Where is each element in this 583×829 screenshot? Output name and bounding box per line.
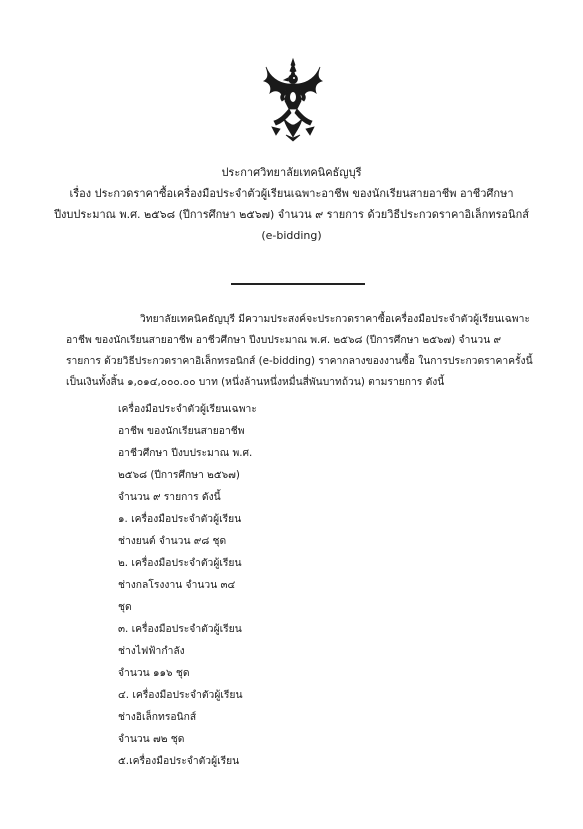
subject-line-2: ปีงบประมาณ พ.ศ. ๒๕๖๘ (ปีการศึกษา ๒๕๖๗) จำนวน ๙ รายการ ด้วยวิธีประกวดราคาอิเล็กทรอนิกส์ bbox=[54, 208, 529, 221]
list-item: ช่างกลโรงงาน จำนวน ๓๔ bbox=[118, 579, 236, 591]
list-item: ช่างยนต์ จำนวน ๙๘ ชุด bbox=[118, 535, 227, 547]
list-item: อาชีพ ของนักเรียนสายอาชีพ bbox=[118, 425, 245, 437]
list-item: ๒๕๖๘ (ปีการศึกษา ๒๕๖๗) bbox=[118, 469, 240, 481]
subject-line-3: (e-bidding) bbox=[261, 229, 322, 242]
body-paragraph-line-2: อาชีพ ของนักเรียนสายอาชีพ อาชีวศึกษา ปีงบประมาณ พ.ศ. ๒๕๖๘ (ปีการศึกษา ๒๕๖๗) จำนวน ๙ bbox=[66, 334, 502, 346]
list-item: ๒. เครื่องมือประจำตัวผู้เรียน bbox=[118, 557, 242, 569]
body-paragraph-line-4: เป็นเงินทั้งสิ้น ๑,๐๑๔,๐๐๐.๐๐ บาท (หนึ่งล้านหนึ่งหมื่นสี่พันบาทถ้วน) ตามรายการ ดังนี้ bbox=[66, 376, 445, 388]
garuda-emblem-icon bbox=[260, 57, 326, 143]
list-item: ๕.เครื่องมือประจำตัวผู้เรียน bbox=[118, 755, 240, 767]
body-paragraph-line-3: รายการ ด้วยวิธีประกวดราคาอิเล็กทรอนิกส์ (e-bidding) ราคากลางของงานซื้อ ในการประกวดราคาครั้งนี้ bbox=[66, 355, 533, 367]
list-item: ๔. เครื่องมือประจำตัวผู้เรียน bbox=[118, 689, 243, 701]
list-item: จำนวน ๙ รายการ ดังนี้ bbox=[118, 491, 221, 503]
list-item: ช่างไฟฟ้ากำลัง bbox=[118, 645, 185, 657]
announcement-title: ประกาศวิทยาลัยเทคนิคธัญบุรี bbox=[221, 166, 362, 179]
list-item: จำนวน ๑๑๖ ชุด bbox=[118, 667, 190, 679]
list-item: ชุด bbox=[118, 601, 132, 613]
header-divider bbox=[231, 283, 365, 285]
list-item: ๑. เครื่องมือประจำตัวผู้เรียน bbox=[118, 513, 242, 525]
list-item: ๓. เครื่องมือประจำตัวผู้เรียน bbox=[118, 623, 242, 635]
subject-line: เรื่อง ประกวดราคาซื้อเครื่องมือประจำตัวผู้เรียนเฉพาะอาชีพ ของนักเรียนสายอาชีพ อาชีวศึกษา bbox=[69, 187, 514, 200]
list-item: เครื่องมือประจำตัวผู้เรียนเฉพาะ bbox=[118, 403, 257, 415]
list-item: ช่างอิเล็กทรอนิกส์ bbox=[118, 711, 197, 723]
body-paragraph-line-1: วิทยาลัยเทคนิคธัญบุรี มีความประสงค์จะประกวดราคาซื้อเครื่องมือประจำตัวผู้เรียนเฉพาะ bbox=[140, 313, 530, 325]
list-item: จำนวน ๗๒ ชุด bbox=[118, 733, 185, 745]
list-item: อาชีวศึกษา ปีงบประมาณ พ.ศ. bbox=[118, 447, 253, 459]
